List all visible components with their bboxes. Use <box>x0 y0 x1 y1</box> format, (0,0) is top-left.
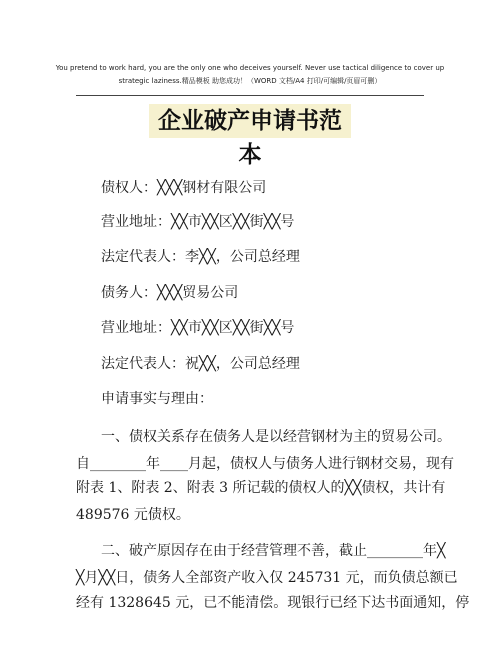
paragraph-2-line-1: 二、破产原因存在由于经营管理不善，截止________年╳ <box>101 543 446 559</box>
creditor-line: 债权人：╳╳╳钢材有限公司 <box>101 180 267 196</box>
header-divider <box>76 95 424 96</box>
paragraph-2-line-3: 经有 1328645 元，已不能清偿。现银行已经下达书面通知，停 <box>76 595 470 611</box>
debtor-line: 债务人：╳╳╳贸易公司 <box>101 285 239 301</box>
creditor-representative-line: 法定代表人：李╳╳，公司总经理 <box>101 249 300 265</box>
paragraph-1-line-1: 一、债权关系存在债务人是以经营钢材为主的贸易公司。 <box>101 429 451 445</box>
debtor-representative-line: 法定代表人：祝╳╳，公司总经理 <box>101 356 300 372</box>
paragraph-1-line-3: 附表 1、附表 2、附表 3 所记载的债权人的╳╳债权，共计有 <box>76 480 446 496</box>
header-line-2: strategic laziness.精品模板 助您成功！（WORD 文档/A4 打印/可编辑/页眉可删） <box>118 77 382 85</box>
page-header <box>20 62 480 88</box>
paragraph-1-line-4: 489576 元债权。 <box>76 507 190 523</box>
paragraph-2-line-2: ╳月╳╳日，债务人全部资产收入仅 245731 元，而负债总额已 <box>76 570 458 586</box>
paragraph-1-line-2: 自________年____月起，债权人与债务人进行钢材交易，现有 <box>76 456 454 472</box>
header-line-1: You pretend to work hard, you are the only one who deceives yourself. Never use tactical diligence to cover up <box>55 64 445 72</box>
creditor-address-line: 营业地址：╳╳市╳╳区╳╳街╳╳号 <box>101 214 295 230</box>
debtor-address-line: 营业地址：╳╳市╳╳区╳╳街╳╳号 <box>101 320 295 336</box>
document-title: 企业破产申请书范本 <box>149 104 351 138</box>
facts-heading: 申请事实与理由： <box>101 391 213 407</box>
